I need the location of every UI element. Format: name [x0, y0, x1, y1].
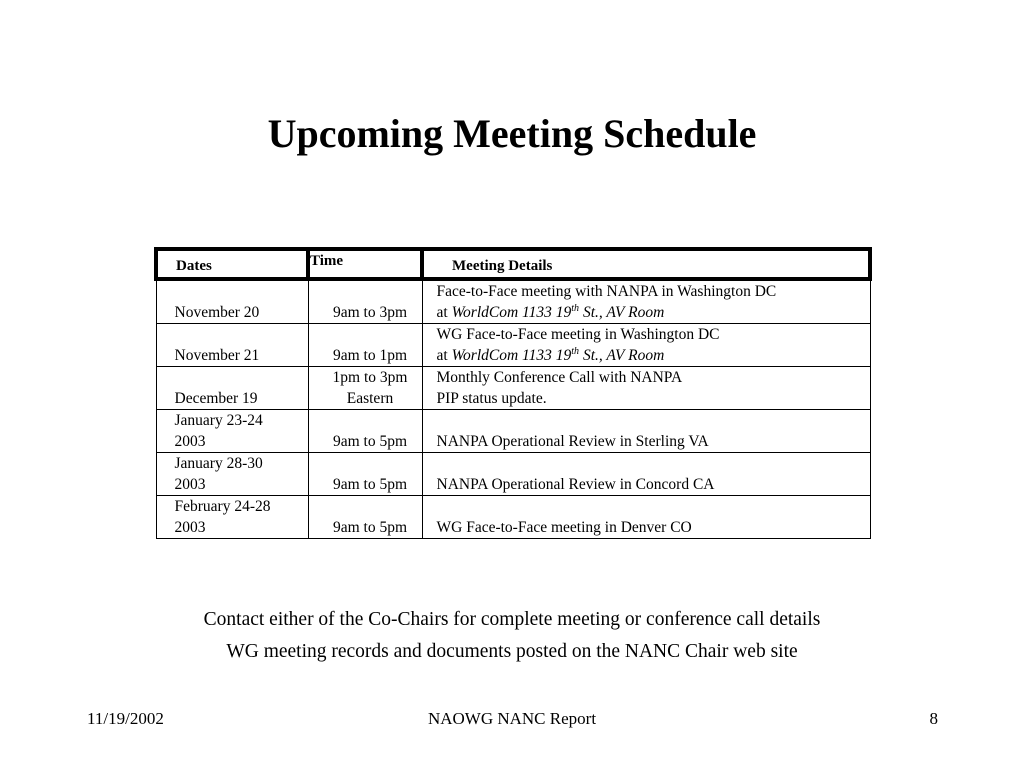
- footer-report-name: NAOWG NANC Report: [427, 709, 597, 728]
- time-cell: [308, 367, 422, 410]
- time-cell: [308, 410, 422, 453]
- time-line: [319, 453, 422, 474]
- date-line: November 20: [174, 304, 260, 321]
- location-prefix: at: [436, 347, 452, 364]
- date-cell: [156, 279, 308, 324]
- table-row: [156, 324, 870, 367]
- time-line: Eastern: [346, 390, 394, 407]
- footer-date: 11/19/2002: [87, 709, 164, 728]
- time-line: 9am to 5pm: [332, 519, 408, 536]
- time-line: 9am to 3pm: [332, 304, 408, 321]
- table-row: [156, 496, 870, 539]
- date-line: December 19: [174, 390, 258, 407]
- date-line: November 21: [174, 347, 260, 364]
- date-cell: [156, 367, 308, 410]
- details-cell: [422, 367, 870, 410]
- time-cell: [308, 496, 422, 539]
- time-cell: [308, 279, 422, 324]
- meeting-schedule-table: [154, 247, 872, 539]
- table-header-row: [156, 249, 870, 279]
- details-cell: [422, 496, 870, 539]
- time-line: [319, 496, 422, 517]
- details-location-line: [437, 345, 870, 366]
- time-line: 9am to 5pm: [332, 476, 408, 493]
- details-cell: [422, 279, 870, 324]
- date-cell: [156, 324, 308, 367]
- time-line: [319, 410, 422, 431]
- time-cell: [308, 453, 422, 496]
- details-line: Monthly Conference Call with NANPA: [436, 369, 683, 386]
- details-cell: [422, 324, 870, 367]
- records-note: WG meeting records and documents posted on the NANC Chair web site: [226, 641, 798, 662]
- date-cell: [156, 496, 308, 539]
- header-meeting-details: Meeting Details: [422, 249, 870, 279]
- date-cell: [156, 453, 308, 496]
- contact-note: Contact either of the Co-Chairs for complete meeting or conference call details: [203, 609, 821, 630]
- details-line: NANPA Operational Review in Concord CA: [436, 476, 715, 493]
- header-time: Time: [308, 249, 422, 279]
- date-line: January 23-24: [174, 412, 263, 429]
- time-line: 9am to 1pm: [332, 347, 408, 364]
- time-line: 1pm to 3pm: [332, 369, 408, 386]
- details-line: WG Face-to-Face meeting in Denver CO: [436, 519, 692, 536]
- table-row: [156, 453, 870, 496]
- location-ordinal: th: [571, 345, 580, 357]
- location-name: WorldCom 1133 19: [451, 347, 572, 364]
- notes-block: [0, 604, 1024, 668]
- location-room: St., AV Room: [579, 347, 665, 364]
- table-row: [156, 279, 870, 324]
- details-line: [437, 496, 870, 517]
- time-line: [319, 324, 422, 345]
- location-prefix: at: [436, 304, 452, 321]
- location-ordinal: th: [571, 302, 580, 314]
- date-line: [175, 324, 308, 345]
- page-number: 8: [929, 709, 938, 728]
- location-name: WorldCom 1133 19: [451, 304, 572, 321]
- details-line: NANPA Operational Review in Sterling VA: [436, 433, 709, 450]
- details-cell: [422, 410, 870, 453]
- date-line: 2003: [174, 433, 206, 450]
- time-cell: [308, 324, 422, 367]
- date-line: February 24-28: [174, 498, 271, 515]
- details-line: [437, 410, 870, 431]
- location-room: St., AV Room: [579, 304, 665, 321]
- time-line: 9am to 5pm: [332, 433, 408, 450]
- details-line: PIP status update.: [436, 390, 547, 407]
- table-row: [156, 410, 870, 453]
- details-line: Face-to-Face meeting with NANPA in Washington DC: [436, 283, 777, 300]
- table-row: [156, 367, 870, 410]
- details-line: [437, 453, 870, 474]
- details-location-line: [437, 302, 870, 323]
- date-line: [175, 367, 308, 388]
- slide-title: Upcoming Meeting Schedule: [267, 111, 757, 156]
- details-line: WG Face-to-Face meeting in Washington DC: [436, 326, 720, 343]
- date-line: 2003: [174, 519, 206, 536]
- date-line: 2003: [174, 476, 206, 493]
- header-dates: Dates: [156, 249, 308, 279]
- details-cell: [422, 453, 870, 496]
- date-line: January 28-30: [174, 455, 263, 472]
- date-cell: [156, 410, 308, 453]
- date-line: [175, 281, 308, 302]
- time-line: [319, 281, 422, 302]
